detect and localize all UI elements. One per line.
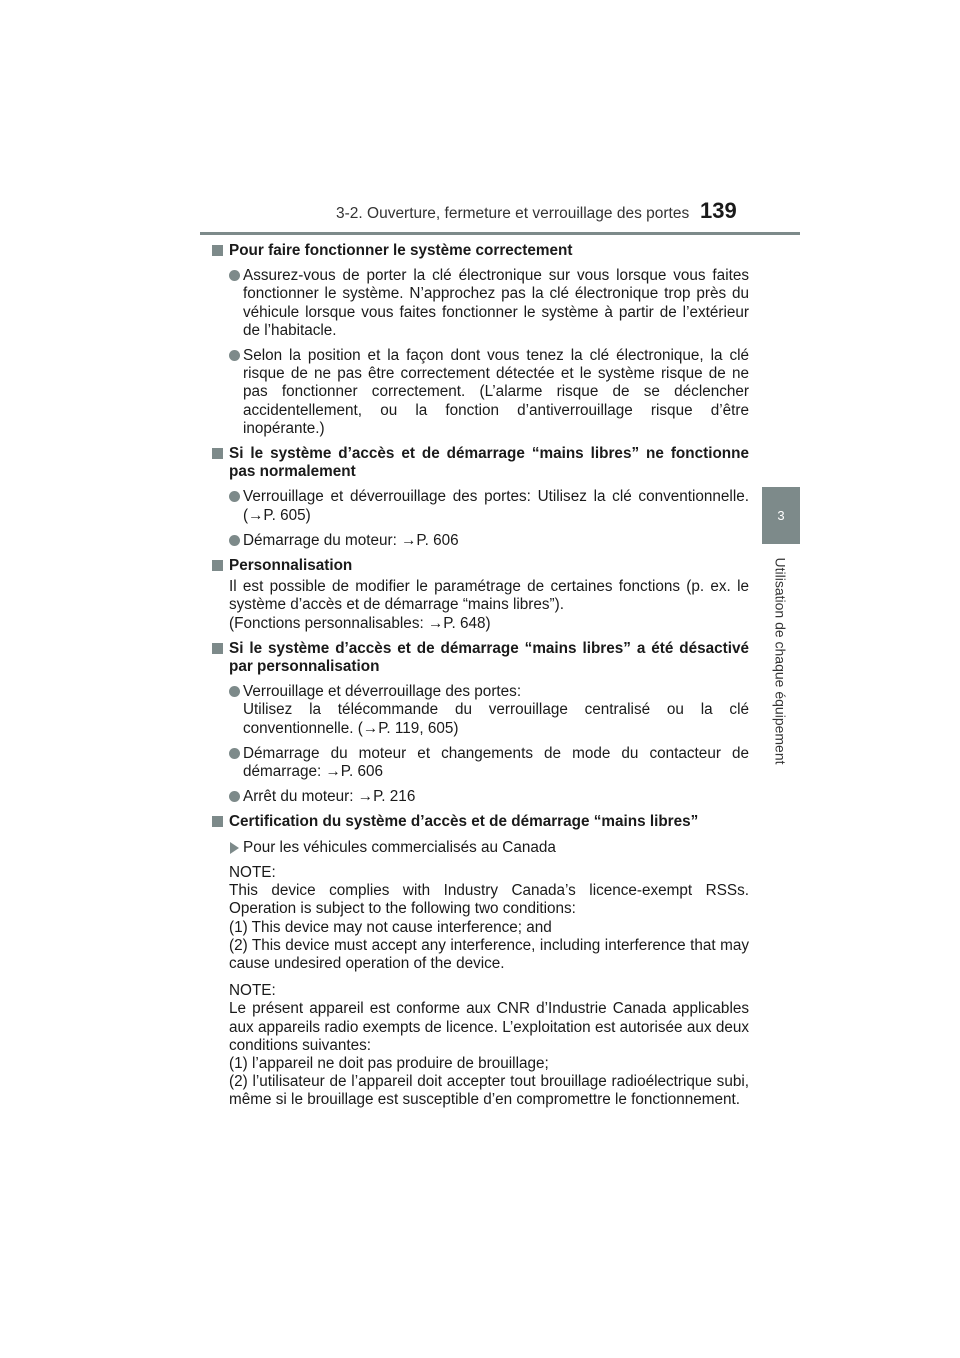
- list-item: [229, 532, 749, 550]
- list-item-text: Verrouillage et déverrouillage des portes: Utilisez la clé conventionnelle. (→P. 605): [243, 488, 749, 524]
- list-item: [229, 267, 749, 340]
- section-malfunction: [212, 445, 749, 550]
- list-item: [229, 745, 749, 781]
- section-title: Si le système d’accès et de démarrage “mains libres” a été désactivé par personnalisation: [229, 639, 749, 676]
- round-bullet-icon: [229, 748, 240, 759]
- section-title: Si le système d’accès et de démarrage “mains libres” ne fonctionne pas normalement: [229, 445, 749, 481]
- list-item: [229, 347, 749, 438]
- note-french: NOTE: Le présent appareil est conforme aux CNR d’Industrie Canada applicables aux appareils radio exempts de licence. L’exploitation est autorisée aux deux conditions suivantes: (1) l’appareil ne doit pas produire de brouillage; (2) l’utilisateur de l’appareil doit accepter tout brouillage radioélectrique subi, même si le brouillage est susceptible d’en compromettre le fonctionnement.: [229, 982, 749, 1109]
- round-bullet-icon: [229, 791, 240, 802]
- square-bullet-icon: [212, 245, 223, 256]
- header-rule: [200, 232, 800, 235]
- page-number: 139: [700, 198, 737, 223]
- round-bullet-icon: [229, 270, 240, 281]
- section-title: Certification du système d’accès et de démarrage “mains libres”: [229, 813, 699, 831]
- list-item-text: Démarrage du moteur et changements de mode du contacteur de démarrage: →P. 606: [243, 744, 749, 781]
- round-bullet-icon: [229, 535, 240, 546]
- chapter-tab: [762, 487, 800, 544]
- square-bullet-icon: [212, 560, 223, 571]
- square-bullet-icon: [212, 448, 223, 459]
- section-operation: [212, 242, 749, 438]
- chapter-label: Utilisation de chaque équipement: [773, 556, 789, 765]
- list-item: [229, 839, 749, 857]
- list-item-text: Arrêt du moteur: →P. 216: [243, 788, 416, 806]
- section-certification: [212, 813, 749, 1109]
- section-customization: [212, 557, 749, 633]
- section-title: Pour faire fonctionner le système correctement: [229, 242, 573, 259]
- square-bullet-icon: [212, 816, 223, 827]
- section-deactivated: [212, 640, 749, 807]
- list-item: [229, 488, 749, 524]
- list-item-text: Selon la position et la façon dont vous tenez la clé électronique, la clé risque de ne pas être correctement détectée et le système risque de ne pas fonctionner correctement. (L’alarme risque de se déclencher accidentellement, ou la fonction d’antiverrouillage risque d’être inopérante.): [243, 347, 749, 437]
- round-bullet-icon: [229, 491, 240, 502]
- list-item-text: Pour les véhicules commercialisés au Canada: [243, 838, 556, 856]
- note-english: NOTE: This device complies with Industry Canada’s licence-exempt RSSs. Operation is subject to the following two conditions: (1) This device may not cause interference; and (2) This device must accept any interference, including interference that may cause undesired operation of the device.: [229, 863, 749, 972]
- header-title: 3-2. Ouverture, fermeture et verrouillage des portes: [336, 205, 690, 222]
- triangle-bullet-icon: [230, 842, 239, 854]
- list-item-text: Assurez-vous de porter la clé électronique sur vous lorsque vous faites fonctionner le système. N’approchez pas la clé électronique trop près du véhicule lorsque vous faites fonctionner le système à partir de l’extérieur de l’habitacle.: [243, 267, 749, 339]
- chapter-label-box: [766, 548, 796, 773]
- round-bullet-icon: [229, 350, 240, 361]
- list-item: [229, 788, 749, 806]
- round-bullet-icon: [229, 686, 240, 697]
- list-item-text: Verrouillage et déverrouillage des portes: Utilisez la télécommande du verrouillage centralisé ou la clé conventionnelle. (→P. 119, 605): [243, 683, 749, 737]
- main-content: [212, 242, 749, 1117]
- section-title: Personnalisation: [229, 557, 353, 575]
- chapter-number: 3: [777, 508, 785, 523]
- list-item-text: Démarrage du moteur: →P. 606: [243, 531, 459, 549]
- section-text: Il est possible de modifier le paramétrage de certaines fonctions (p. ex. le système d’accès et de démarrage “mains libres”). (Fonctions personnalisables: →P. 648): [229, 578, 749, 632]
- list-item: [229, 683, 749, 738]
- square-bullet-icon: [212, 643, 223, 654]
